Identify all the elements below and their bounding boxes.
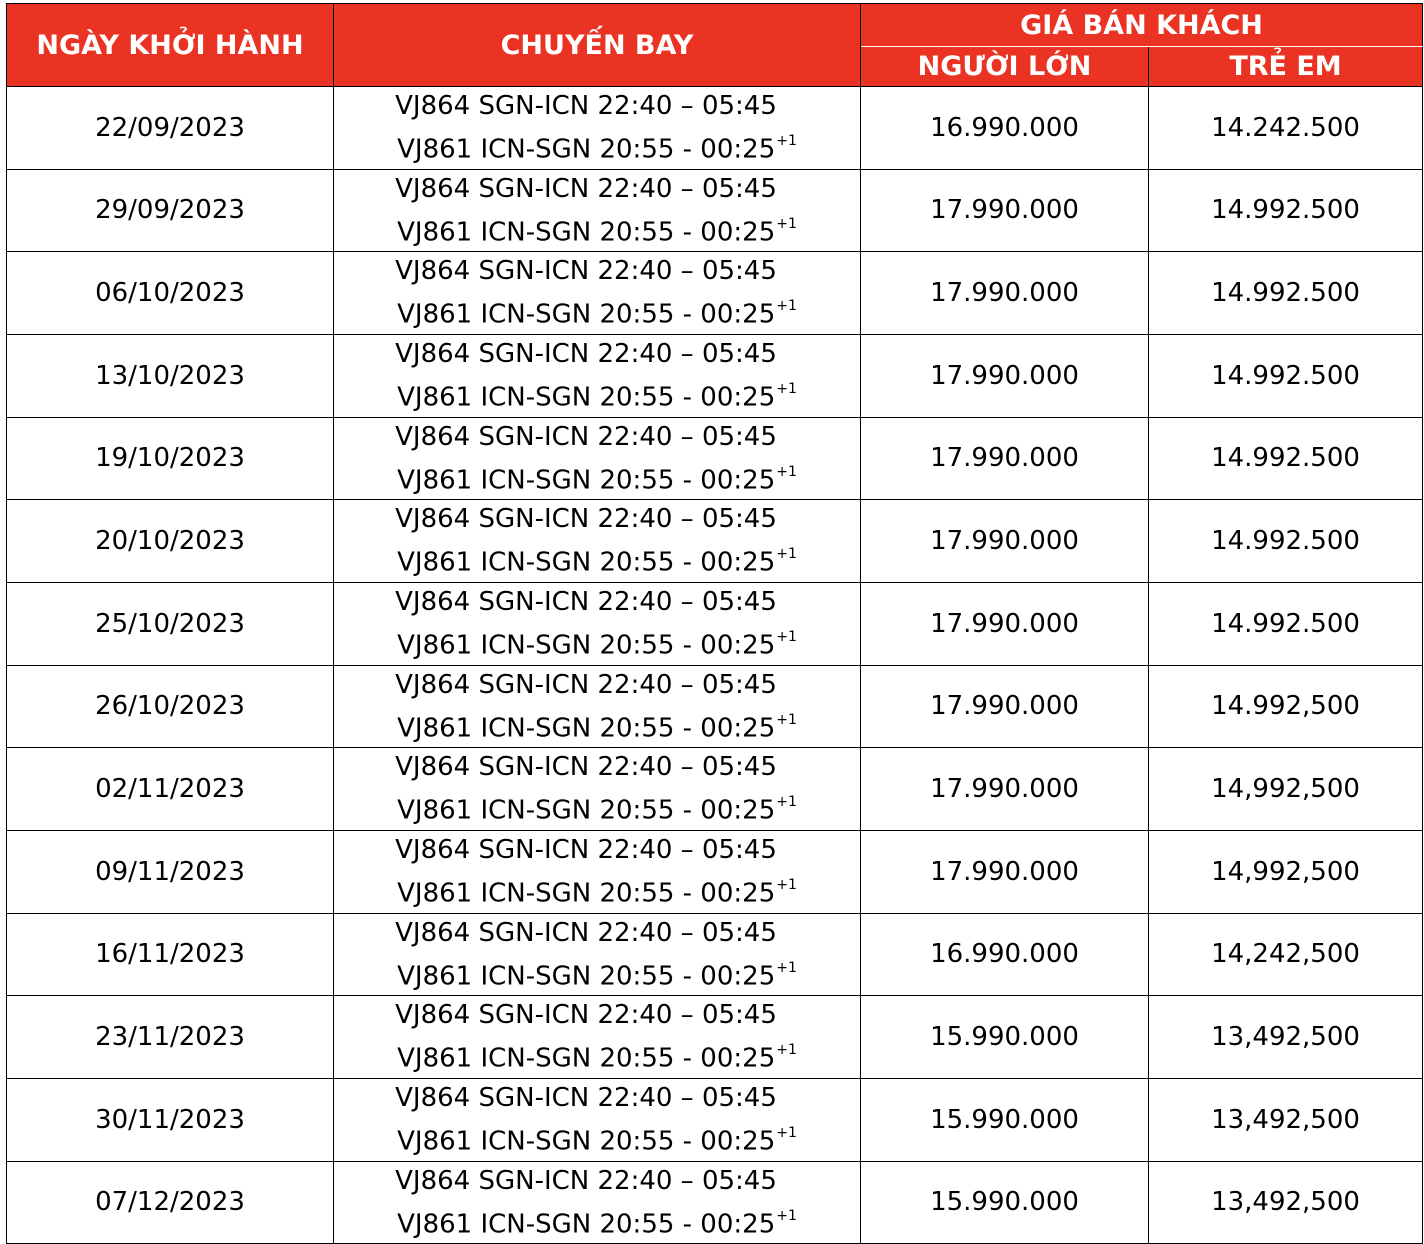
- departure-date-cell: 02/11/2023: [7, 748, 334, 831]
- inbound-flight-line: [334, 869, 860, 913]
- table-row: [7, 582, 1423, 665]
- child-price-cell: 14.992.500: [1149, 169, 1423, 252]
- child-price-cell: 14.992,500: [1149, 665, 1423, 748]
- table-row: [7, 665, 1423, 748]
- child-price-cell: 13,492,500: [1149, 1078, 1423, 1161]
- inbound-flight: VJ861 ICN-SGN 20:55 - 00:25: [397, 795, 776, 826]
- adult-price-cell: 17.990.000: [861, 500, 1149, 583]
- adult-price-cell: 16.990.000: [861, 913, 1149, 996]
- inbound-flight-line: [334, 290, 860, 334]
- inbound-flight: VJ861 ICN-SGN 20:55 - 00:25: [397, 713, 776, 744]
- outbound-flight: VJ864 SGN-ICN 22:40 – 05:45: [395, 91, 777, 121]
- flight-cell: [334, 582, 861, 665]
- adult-price-cell: 16.990.000: [861, 87, 1149, 170]
- next-day-marker: +1: [776, 298, 797, 315]
- inbound-flight: VJ861 ICN-SGN 20:55 - 00:25: [397, 961, 776, 992]
- departure-date-cell: 07/12/2023: [7, 1161, 334, 1244]
- next-day-marker: +1: [776, 628, 797, 645]
- flight-cell: [334, 169, 861, 252]
- inbound-flight: VJ861 ICN-SGN 20:55 - 00:25: [397, 382, 776, 413]
- table-row: [7, 500, 1423, 583]
- flight-cell: [334, 1161, 861, 1244]
- inbound-flight-line: [334, 1200, 860, 1244]
- next-day-marker: +1: [776, 380, 797, 397]
- inbound-flight: VJ861 ICN-SGN 20:55 - 00:25: [397, 1043, 776, 1074]
- table-header: [7, 4, 1423, 87]
- inbound-flight: VJ861 ICN-SGN 20:55 - 00:25: [397, 878, 776, 909]
- inbound-flight-line: [334, 621, 860, 665]
- inbound-flight-line: [334, 786, 860, 830]
- departure-date-cell: 09/11/2023: [7, 830, 334, 913]
- child-price-cell: 14,992,500: [1149, 748, 1423, 831]
- adult-price-cell: 15.990.000: [861, 996, 1149, 1079]
- flight-cell: [334, 417, 861, 500]
- flight-cell: [334, 334, 861, 417]
- header-flight: CHUYẾN BAY: [334, 4, 861, 87]
- table-row: [7, 830, 1423, 913]
- table-row: [7, 169, 1423, 252]
- flight-cell: [334, 252, 861, 335]
- departure-date-cell: 13/10/2023: [7, 334, 334, 417]
- flight-cell: [334, 87, 861, 170]
- child-price-cell: 14.242.500: [1149, 87, 1423, 170]
- outbound-flight: VJ864 SGN-ICN 22:40 – 05:45: [395, 504, 777, 535]
- header-price-group: GIÁ BÁN KHÁCH: [861, 4, 1423, 47]
- departure-date-cell: 25/10/2023: [7, 582, 334, 665]
- child-price-cell: 14.992.500: [1149, 334, 1423, 417]
- departure-date-cell: 30/11/2023: [7, 1078, 334, 1161]
- header-adult: NGƯỜI LỚN: [861, 47, 1149, 87]
- child-price-cell: 14,992,500: [1149, 830, 1423, 913]
- table-row: [7, 334, 1423, 417]
- departure-date-cell: 23/11/2023: [7, 996, 334, 1079]
- adult-price-cell: 17.990.000: [861, 830, 1149, 913]
- table-row: [7, 996, 1423, 1079]
- next-day-marker: +1: [776, 711, 797, 728]
- inbound-flight: VJ861 ICN-SGN 20:55 - 00:25: [397, 299, 776, 330]
- inbound-flight: VJ861 ICN-SGN 20:55 - 00:25: [397, 630, 776, 661]
- inbound-flight-line: [334, 704, 860, 748]
- outbound-flight: VJ864 SGN-ICN 22:40 – 05:45: [395, 1082, 777, 1113]
- inbound-flight-line: [334, 1117, 860, 1161]
- inbound-flight-line: [334, 456, 860, 500]
- next-day-marker: +1: [776, 1042, 797, 1059]
- adult-price-cell: 17.990.000: [861, 334, 1149, 417]
- next-day-marker: +1: [776, 463, 797, 480]
- inbound-flight-line: [334, 208, 860, 252]
- outbound-flight: VJ864 SGN-ICN 22:40 – 05:45: [395, 917, 777, 948]
- departure-date-cell: 26/10/2023: [7, 665, 334, 748]
- departure-date-cell: 20/10/2023: [7, 500, 334, 583]
- next-day-marker: +1: [776, 215, 797, 232]
- table-row: [7, 748, 1423, 831]
- flight-cell: [334, 500, 861, 583]
- flight-cell: [334, 913, 861, 996]
- child-price-cell: 13,492,500: [1149, 1161, 1423, 1244]
- inbound-flight: VJ861 ICN-SGN 20:55 - 00:25: [397, 465, 776, 496]
- departure-date-cell: 22/09/2023: [7, 87, 334, 170]
- inbound-flight-line: [334, 1034, 860, 1078]
- flight-cell: [334, 996, 861, 1079]
- outbound-flight: VJ864 SGN-ICN 22:40 – 05:45: [395, 1000, 777, 1031]
- table-row: [7, 1161, 1423, 1244]
- outbound-flight: VJ864 SGN-ICN 22:40 – 05:45: [395, 669, 777, 700]
- inbound-flight-line: [334, 952, 860, 996]
- inbound-flight-line: [334, 125, 860, 169]
- next-day-marker: +1: [776, 876, 797, 893]
- next-day-marker: +1: [776, 546, 797, 563]
- outbound-flight: VJ864 SGN-ICN 22:40 – 05:45: [395, 586, 777, 617]
- table-row: [7, 417, 1423, 500]
- departure-date-cell: 29/09/2023: [7, 169, 334, 252]
- inbound-flight: VJ861 ICN-SGN 20:55 - 00:25: [397, 1126, 776, 1157]
- child-price-cell: 14.992.500: [1149, 417, 1423, 500]
- flight-cell: [334, 1078, 861, 1161]
- adult-price-cell: 17.990.000: [861, 169, 1149, 252]
- outbound-flight: VJ864 SGN-ICN 22:40 – 05:45: [395, 173, 777, 204]
- inbound-flight: VJ861 ICN-SGN 20:55 - 00:25: [397, 217, 776, 248]
- table-row: [7, 87, 1423, 170]
- adult-price-cell: 17.990.000: [861, 417, 1149, 500]
- child-price-cell: 14.992.500: [1149, 252, 1423, 335]
- inbound-flight: VJ861 ICN-SGN 20:55 - 00:25: [397, 1209, 776, 1240]
- header-departure-date: NGÀY KHỞI HÀNH: [7, 4, 334, 87]
- table-row: [7, 913, 1423, 996]
- adult-price-cell: 17.990.000: [861, 665, 1149, 748]
- next-day-marker: +1: [776, 1207, 797, 1224]
- departure-date-cell: 16/11/2023: [7, 913, 334, 996]
- outbound-flight: VJ864 SGN-ICN 22:40 – 05:45: [395, 338, 777, 369]
- table-row: [7, 252, 1423, 335]
- outbound-flight: VJ864 SGN-ICN 22:40 – 05:45: [395, 421, 777, 452]
- adult-price-cell: 15.990.000: [861, 1078, 1149, 1161]
- next-day-marker: +1: [776, 1124, 797, 1141]
- child-price-cell: 14,242,500: [1149, 913, 1423, 996]
- flight-price-table: [6, 3, 1423, 1244]
- inbound-flight: VJ861 ICN-SGN 20:55 - 00:25: [397, 547, 776, 578]
- outbound-flight: VJ864 SGN-ICN 22:40 – 05:45: [395, 752, 777, 783]
- adult-price-cell: 17.990.000: [861, 748, 1149, 831]
- child-price-cell: 14.992.500: [1149, 500, 1423, 583]
- outbound-flight: VJ864 SGN-ICN 22:40 – 05:45: [395, 834, 777, 865]
- adult-price-cell: 17.990.000: [861, 582, 1149, 665]
- inbound-flight: VJ861 ICN-SGN 20:55 - 00:25: [397, 134, 776, 165]
- outbound-flight: VJ864 SGN-ICN 22:40 – 05:45: [395, 256, 777, 287]
- flight-cell: [334, 665, 861, 748]
- header-child: TRẺ EM: [1149, 47, 1423, 87]
- flight-cell: [334, 748, 861, 831]
- flight-cell: [334, 830, 861, 913]
- child-price-cell: 13,492,500: [1149, 996, 1423, 1079]
- departure-date-cell: 06/10/2023: [7, 252, 334, 335]
- departure-date-cell: 19/10/2023: [7, 417, 334, 500]
- next-day-marker: +1: [776, 794, 797, 811]
- next-day-marker: +1: [776, 133, 797, 149]
- adult-price-cell: 15.990.000: [861, 1161, 1149, 1244]
- table-row: [7, 1078, 1423, 1161]
- inbound-flight-line: [334, 538, 860, 582]
- outbound-flight: VJ864 SGN-ICN 22:40 – 05:45: [395, 1165, 777, 1196]
- table-body: [7, 87, 1423, 1244]
- next-day-marker: +1: [776, 959, 797, 976]
- adult-price-cell: 17.990.000: [861, 252, 1149, 335]
- price-table-container: [6, 3, 1423, 1244]
- inbound-flight-line: [334, 373, 860, 417]
- child-price-cell: 14.992.500: [1149, 582, 1423, 665]
